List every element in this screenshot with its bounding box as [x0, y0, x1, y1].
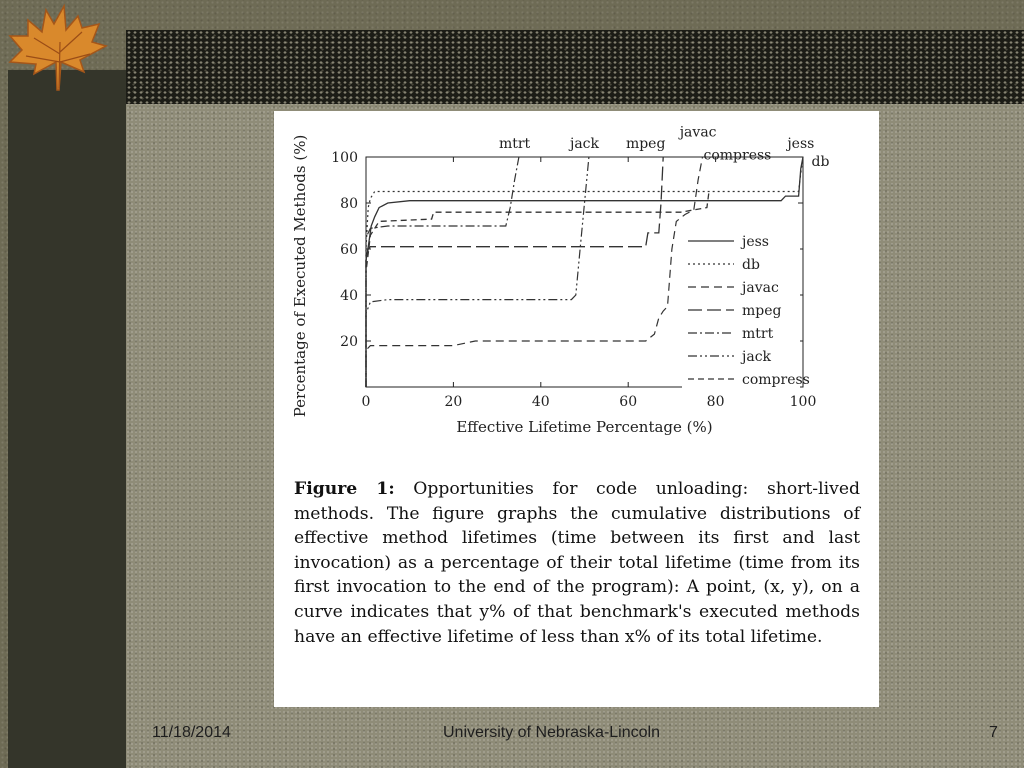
series-annotation-mpeg: mpeg — [625, 135, 666, 152]
legend-label-db: db — [742, 257, 760, 273]
legend-label-mtrt: mtrt — [742, 326, 774, 342]
caption-text: Opportunities for code unloading: short-lived methods. The figure graphs the cumulative distributions of effective method lifetimes (time between its first and last invocation) as a percentage of their total lifetime (time from its first invocation to the end of the program): A point, (x, y), on a curve indicates that y% of that benchmark's executed methods have an effective lifetime of less than x% of its total lifetime. — [294, 479, 860, 647]
maple-leaf-icon — [4, 2, 114, 94]
legend-label-javac: javac — [742, 280, 779, 296]
series-annotation-db: db — [811, 154, 830, 171]
series-annotation-javac: javac — [679, 124, 717, 141]
x-tick-label: 80 — [706, 394, 725, 410]
figure-caption — [294, 477, 860, 649]
legend-background — [682, 226, 800, 391]
legend-label-compress: compress — [742, 372, 810, 388]
x-tick-label: 60 — [619, 394, 638, 410]
footer-organization: University of Nebraska-Lincoln — [443, 724, 660, 741]
lifetime-distribution-chart — [274, 111, 879, 471]
series-line-compress — [366, 192, 709, 388]
x-axis-label: Effective Lifetime Percentage (%) — [456, 418, 713, 436]
chart-legend — [682, 226, 810, 391]
y-tick-label: 80 — [340, 196, 358, 212]
legend-label-jess: jess — [742, 234, 769, 250]
y-tick-label: 20 — [340, 334, 358, 350]
x-tick-label: 100 — [789, 394, 817, 410]
caption-label: Figure 1: — [294, 479, 395, 499]
legend-label-jack: jack — [742, 349, 772, 365]
footer-date: 11/18/2014 — [152, 724, 231, 741]
x-tick-label: 20 — [444, 394, 463, 410]
y-tick-label: 100 — [331, 150, 358, 166]
y-axis-label: Percentage of Executed Methods (%) — [291, 134, 309, 418]
left-sidebar-bar — [8, 70, 126, 768]
x-tick-label: 0 — [361, 394, 371, 410]
series-annotation-jack: jack — [569, 135, 600, 152]
chart-annotations — [499, 124, 830, 170]
figure-card — [274, 111, 879, 707]
legend-label-mpeg: mpeg — [742, 303, 782, 319]
x-tick-label: 40 — [531, 394, 550, 410]
y-tick-label: 40 — [340, 288, 358, 304]
series-annotation-mtrt: mtrt — [498, 135, 531, 152]
footer-page-number: 7 — [989, 724, 998, 741]
series-annotation-compress: compress — [703, 147, 772, 164]
series-annotation-jess: jess — [787, 135, 815, 152]
top-decorative-band — [126, 30, 1024, 104]
y-tick-label: 60 — [340, 242, 358, 258]
